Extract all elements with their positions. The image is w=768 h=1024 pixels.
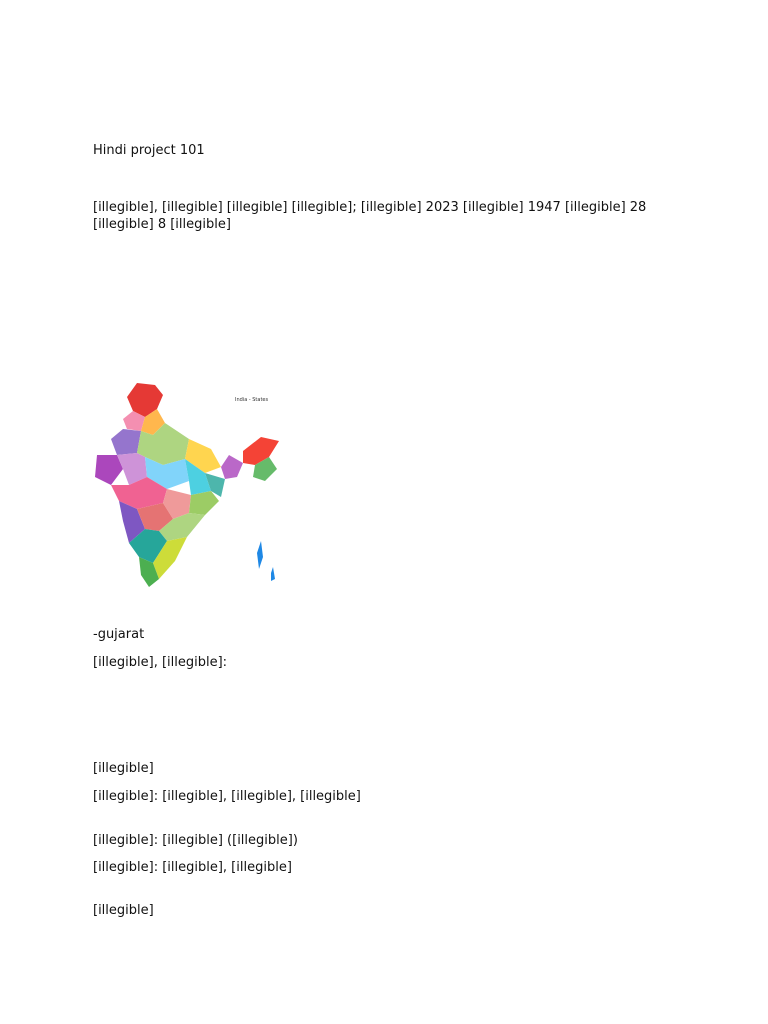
section-heading: [illegible] [93,761,154,776]
document-title: Hindi project 101 [93,143,205,158]
list-item: [illegible]: [illegible] ([illegible]) [93,833,298,848]
list-item: [illegible]: [illegible], [illegible] [93,860,292,875]
intro-paragraph: [illegible], [illegible] [illegible] [illegible]; [illegible] 2023 [illegible] 1947 [illegible] 28 [illegible] 8 [illegible] [93,200,647,232]
state-label: -gujarat [93,627,145,642]
section-paragraph: [illegible], [illegible]: [93,655,228,670]
map-caption: India - States [235,397,269,403]
list-item: [illegible]: [illegible], [illegible], [illegible] [93,789,361,804]
section-heading-2: [illegible] [93,903,154,918]
india-states-map [93,381,279,588]
